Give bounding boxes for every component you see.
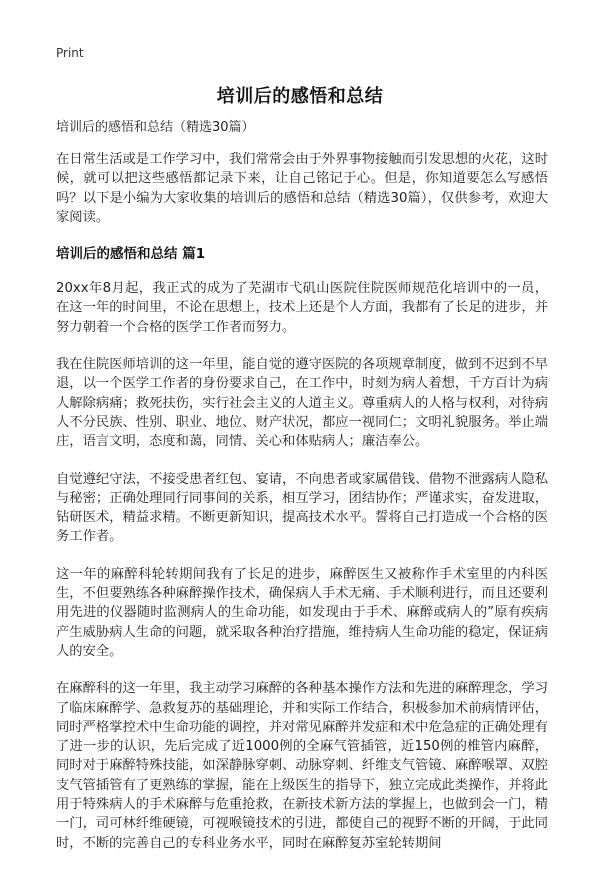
paragraph: 20xx年8月起，我正式的成为了芜湖市弋矶山医院住院医师规范化培训中的一员，在这一年的时间里，不论在思想上，技术上还是个人方面，我都有了长足的进步，并努力朝着一个合格的医学工作者而努力。	[56, 281, 548, 335]
paragraph: 我在住院医师培训的这一年里，能自觉的遵守医院的各项规章制度，做到不迟到不早退，以一个医学工作者的身份要求自己，在工作中，时刻为病人着想，千方百计为病人解除病痛；救死扶伤，实行社会主义的人道主义。尊重病人的人格与权利，对待病人不分民族、性别、职业、地位、财产状况，都应一视同仁；文明礼貌服务。举止端庄，语言文明，态度和蔼，同情、关心和体贴病人；廉洁奉公。	[56, 357, 548, 450]
page-title: 培训后的感悟和总结	[216, 86, 384, 107]
article-subtitle: 培训后的感悟和总结（精选30篇）	[56, 120, 255, 135]
paragraph: 这一年的麻醉科轮转期间我有了长足的进步，麻醉医生又被称作手术室里的内科医生，不但要熟练各种麻醉操作技术，确保病人手术无痛、手术顺利进行，而且还要利用先进的仪器随时监测病人的生命功能，如发现由于手术、麻醉或病人的”原有疾病产生威胁病人生命的问题，就采取各种治疗措施，维持病人生命功能的稳定，保证病人的安全。	[56, 566, 548, 659]
article-body	[56, 118, 548, 871]
paragraph: 自觉遵纪守法，不接受患者红包、宴请，不向患者或家属借钱、借物不泄露病人隐私与秘密；正确处理同行同事间的关系，相互学习，团结协作；严谨求实，奋发进取，钻研医术，精益求精。不断更新知识，提高技术水平。誓将自己打造成一个合格的医务工作者。	[56, 471, 548, 545]
paragraph: 在麻醉科的这一年里，我主动学习麻醉的各种基本操作方法和先进的麻醉理念，学习了临床麻醉学、急救复苏的基础理论，并和实际工作结合，积极参加术前病情评估，同时严格掌控术中生命功能的调控，并对常见麻醉并发症和术中危急症的正确处理有了进一步的认识，先后完成了近1000例的全麻气管插管，近150例的椎管内麻醉，同时对于麻醉特殊技能，如深静脉穿刺、动脉穿刺、纤维支气管镜、麻醉喉罩、双腔支气管插管有了更熟练的掌握，能在上级医生的指导下，独立完成此类操作，并将此用于特殊病人的手术麻醉与危重抢救，在新技术新方法的掌握上，也做到会一门，精一门，司可林纤维硬镜，可视喉镜技术的引进，都使自己的视野不断的开阔，于此同时，不断的完善自己的专科业务水平，同时在麻醉复苏室轮转期间	[56, 681, 548, 851]
print-link[interactable]: Print	[56, 46, 84, 60]
section-heading: 培训后的感悟和总结 篇1	[56, 246, 206, 263]
intro-paragraph: 在日常生活或是工作学习中，我们常常会由于外界事物接触而引发思想的火花，这时候，就可以把这些感悟都记录下来，让自己铭记于心。但是，你知道要怎么写感悟吗？以下是小编为大家收集的培训后的感悟和总结（精选30篇），仅供参考，欢迎大家阅读。	[56, 152, 548, 225]
